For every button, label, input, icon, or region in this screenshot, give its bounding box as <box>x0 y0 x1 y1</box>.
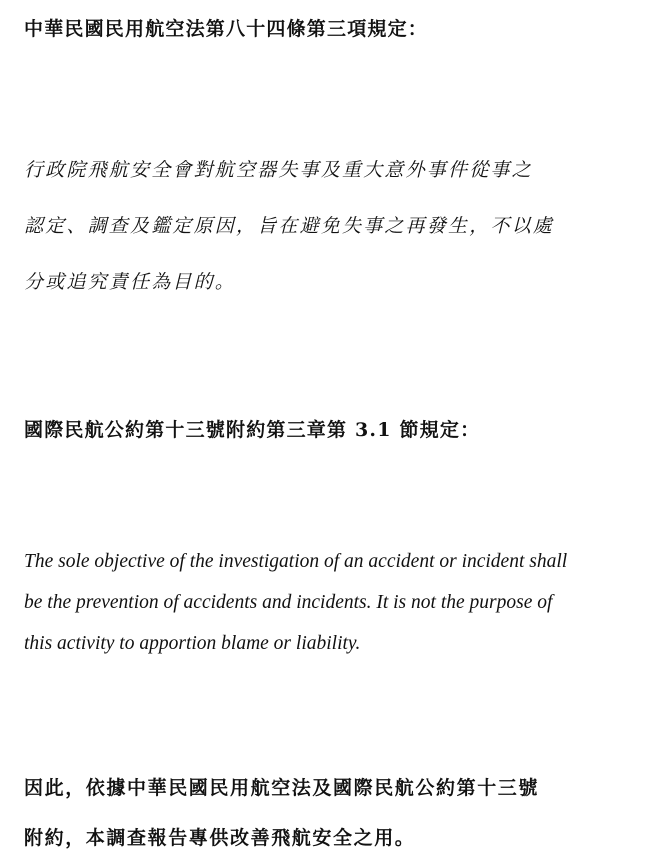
quote-en-line-2: be the prevention of accidents and incidents. It is not the purpose of <box>24 592 553 613</box>
conclusion-paragraph <box>24 763 628 863</box>
conclusion-line-1: 因此，依據中華民國民用航空法及國際民航公約第十三號 <box>24 777 540 799</box>
quote-english-icao <box>24 541 628 664</box>
heading-icao-annex-13: 國際民航公約第十三號附約第三章第 3.1 節規定： <box>24 419 481 441</box>
quote-en-line-1: The sole objective of the investigation of an accident or incident shall <box>24 551 568 572</box>
quote-zh-line-3: 分或追究責任為目的。 <box>24 271 237 293</box>
conclusion-line-2: 附約，本調查報告專供改善飛航安全之用。 <box>24 827 416 849</box>
quote-zh-line-1: 行政院飛航安全會對航空器失事及重大意外事件從事之 <box>24 159 533 181</box>
heading-aviation-act-article-84: 中華民國民用航空法第八十四條第三項規定： <box>24 18 429 40</box>
quote-zh-line-2: 認定、調查及鑑定原因，旨在避免失事之再發生，不以處 <box>24 215 555 237</box>
quote-chinese-statute <box>24 142 628 310</box>
quote-en-line-3: this activity to apportion blame or liability. <box>24 633 361 654</box>
